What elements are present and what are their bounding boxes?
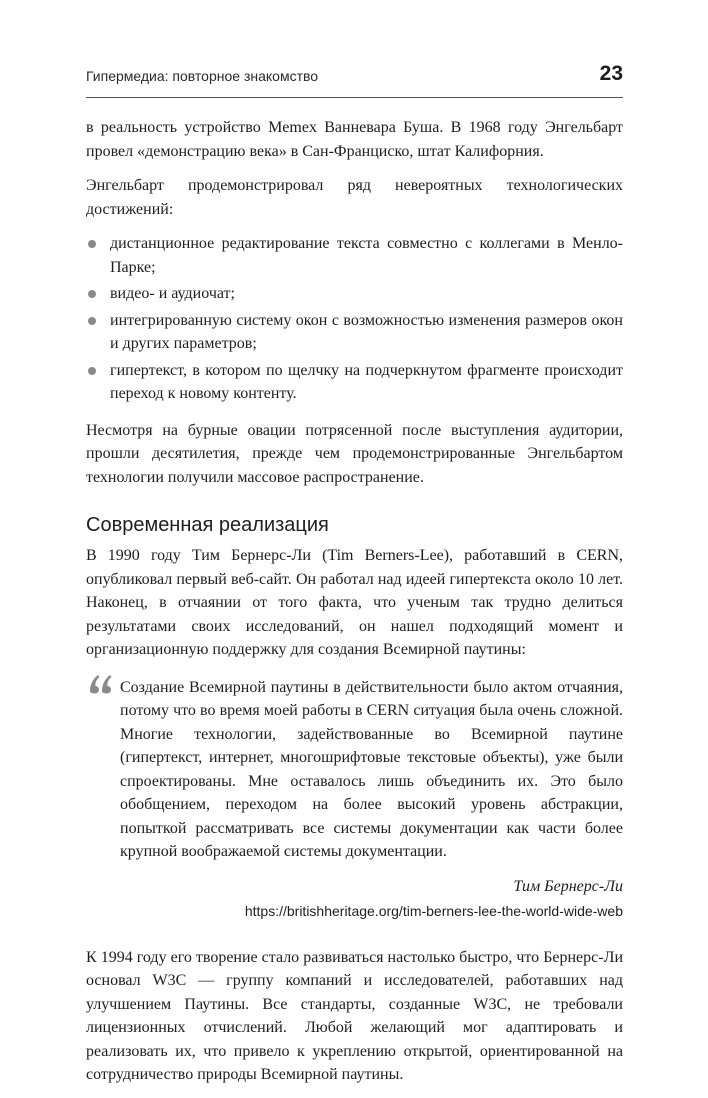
paragraph: в реальность устройство Memex Ванневара Буша. В 1968 году Энгельбарт провел «демонстрацию века» в Сан-Франциско, штат Калифорния. [86, 119, 623, 160]
list-item-text: видео- и аудиочат; [110, 285, 235, 302]
bullet-list [86, 232, 623, 406]
quote-source-link[interactable]: https://britishheritage.org/tim-berners-lee-the-world-wide-web [244, 903, 623, 919]
header-divider [86, 97, 623, 98]
paragraph: Несмотря на бурные овации потрясенной после выступления аудитории, прошли десятилетия, прежде чем продемонстрированные Энгельбартом технологии получили массовое распространение. [86, 421, 623, 486]
quote-author: Тим Бернерс-Ли [513, 877, 623, 895]
bullet-icon [88, 290, 96, 298]
page-body [86, 116, 623, 1098]
list-item-text: гипертекст, в котором по щелчку на подчеркнутом фрагменте происходит переход к новому контенту. [110, 361, 623, 402]
paragraph: В 1990 году Тим Бернерс-Ли (Tim Berners-Lee), работавший в CERN, опубликовал первый веб-сайт. Он работал над идеей гипертекста около 10 лет. Наконец, в отчаянии от того факта, что ученым так трудно делиться результатами своих исследований, он нашел подходящий момент и организационную поддержку для создания Всемирной паутины: [86, 547, 623, 658]
blockquote [86, 676, 623, 924]
page-number: 23 [599, 62, 623, 85]
running-head: Гипермедиа: повторное знакомство [86, 68, 319, 84]
list-item [86, 359, 623, 406]
list-item [86, 282, 623, 306]
section-heading: Современная реализация [86, 514, 329, 536]
quote-text: Создание Всемирной паутины в действительности было актом отчаяния, потому что во время моей работы в CERN ситуация была очень сложной. Многие технологии, задействованные во Всемирной паутине (гипертекст, интернет, многошрифтовые текстовые объекты), уже были спроектированы. Мне оставалось лишь объединить их. Это было обобщением, переходом на более высокий уровень абстракции, попыткой рассматривать все системы документации как части более крупной воображаемой системы документации. [120, 678, 623, 860]
list-item-text: дистанционное редактирование текста совместно с коллегами в Менло-Парке; [110, 235, 623, 276]
list-item [86, 309, 623, 356]
page-header [86, 62, 623, 92]
list-item-text: интегрированную систему окон с возможностью изменения размеров окон и других параметров; [110, 311, 623, 352]
paragraph: К 1994 году его творение стало развиваться настолько быстро, что Бернерс-Ли основал W3C — группу компаний и исследователей, работавших над улучшением Паутины. Все стандарты, созданные W3C, не требовали лицензионных отчислений. Любой желающий мог адаптировать и реализовать их, что привело к укреплению открытой, ориентированной на сотрудничество природы Всемирной паутины. [86, 948, 623, 1083]
bullet-icon [88, 367, 96, 375]
bullet-icon [88, 240, 96, 248]
quote-icon [86, 670, 116, 700]
bullet-icon [88, 317, 96, 325]
paragraph: Энгельбарт продемонстрировал ряд невероятных технологических достижений: [86, 177, 623, 218]
list-item [86, 232, 623, 279]
